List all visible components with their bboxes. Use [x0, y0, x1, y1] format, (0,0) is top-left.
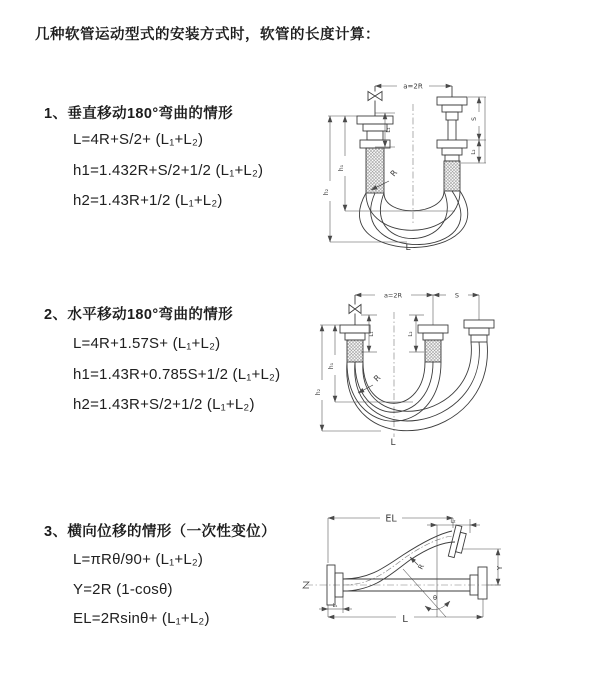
dim-label-l2: L₂: [408, 331, 414, 337]
formula-line: L=4R+1.57S+ (L₁+L₂): [73, 335, 221, 352]
formula-line: L=4R+S/2+ (L₁+L₂): [73, 131, 204, 148]
diagram-horizontal-180: [313, 280, 513, 455]
section-2-heading: 2、水平移动180°弯曲的情形: [44, 307, 234, 323]
hose-geometry-3: [303, 525, 500, 605]
formula-line: h1=1.43R+0.785S+1/2 (L₁+L₂): [73, 366, 281, 383]
dim-label-a2r: a=2R: [383, 291, 403, 300]
formula-line: h2=1.43R+S/2+1/2 (L₁+L₂): [73, 396, 255, 413]
radius-label: R: [372, 373, 383, 384]
dim-label-el: EL: [385, 513, 397, 525]
dim-label-a2r: a=2R: [403, 82, 423, 91]
valve-icon: [368, 92, 382, 101]
dim-label-l2: L₂: [471, 149, 477, 155]
dim-label-s: S: [471, 117, 478, 121]
radius-label: R: [416, 562, 427, 571]
dim-label-l2: L₂: [450, 518, 456, 525]
dim-label-h1: h₁: [328, 362, 335, 370]
formula-line: Y=2R (1-cosθ): [73, 581, 173, 598]
diagram-vertical-180: [315, 66, 515, 262]
formula-line: L=πRθ/90+ (L₁+L₂): [73, 551, 204, 568]
dim-label-l: L: [390, 438, 396, 448]
formula-line: h1=1.432R+S/2+1/2 (L₁+L₂): [73, 162, 264, 179]
valve-icon: [349, 305, 361, 314]
section-1-heading: 1、垂直移动180°弯曲的情形: [44, 106, 234, 122]
dim-label-h1: h₁: [338, 164, 345, 172]
dim-label-l: L: [402, 614, 408, 625]
dim-label-l: L: [405, 243, 411, 253]
dim-label-y: Y: [496, 565, 504, 571]
hose-geometry-2: [340, 295, 494, 437]
section-3-heading: 3、横向位移的情形（一次性变位）: [44, 524, 276, 540]
page-title: 几种软管运动型式的安装方式时，软管的长度计算：: [35, 27, 380, 43]
diagram-lateral-displacement: [300, 505, 600, 645]
radius-label: R: [388, 168, 400, 179]
dim-label-l1: L₁: [332, 603, 338, 609]
dim-label-l1: L₁: [369, 331, 375, 337]
dim-label-l1: L₁: [386, 127, 392, 133]
formula-line: EL=2Rsinθ+ (L₁+L₂): [73, 610, 210, 627]
angle-label-theta: θ: [433, 594, 437, 602]
formula-line: h2=1.43R+1/2 (L₁+L₂): [73, 192, 223, 209]
dim-label-h2: h₂: [323, 188, 330, 196]
hose-geometry-1: [357, 86, 468, 248]
dim-label-s: S: [454, 291, 460, 300]
dim-label-h2: h₂: [315, 388, 322, 396]
dimensions-3: [319, 518, 501, 617]
